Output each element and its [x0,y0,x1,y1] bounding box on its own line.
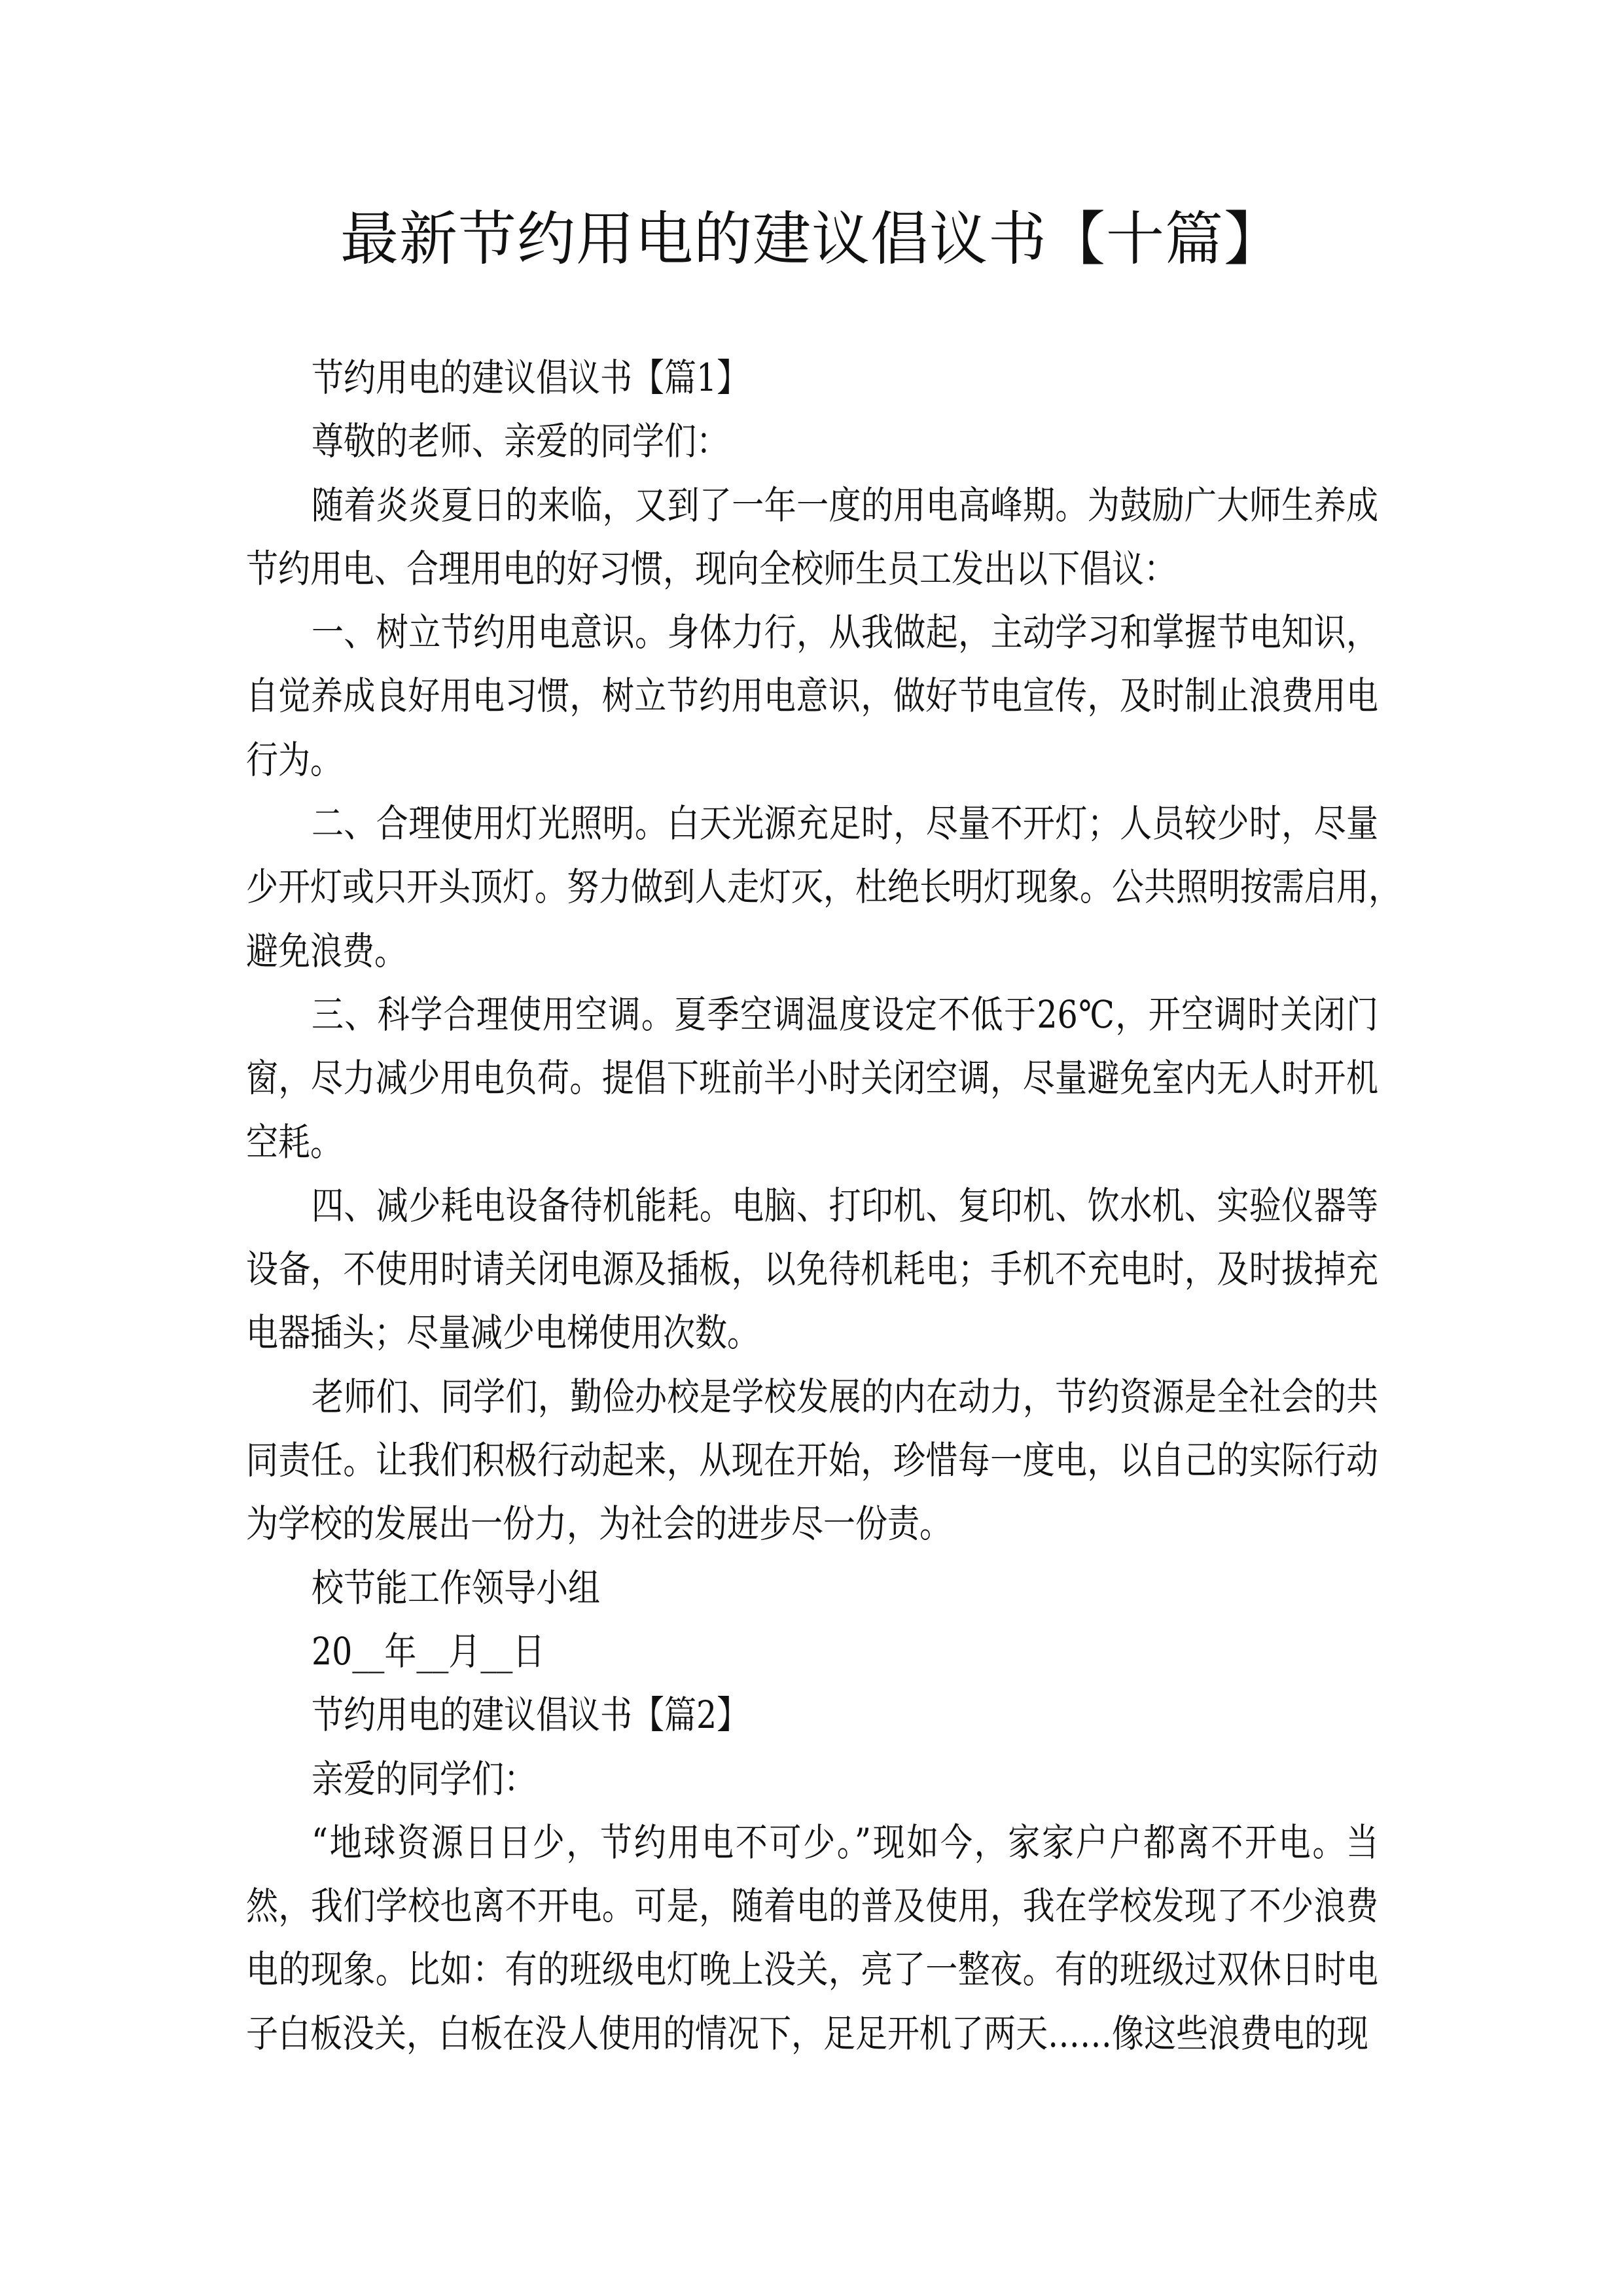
paragraph-line: 节约用电、合理用电的好习惯，现向全校师生员工发出以下倡议： [246,547,1177,591]
paragraph [246,1748,1378,1811]
paragraph [246,474,1378,601]
paragraph [246,1811,1378,2066]
paragraph-line: 窗，尽力减少用电负荷。提倡下班前半小时关闭空调，尽量避免室内无人时开机 [246,1056,1378,1101]
paragraph-line: 为学校的发展出一份力，为社会的进步尽一份责。 [246,1502,952,1547]
paragraph [246,410,1378,473]
document-title: 最新节约用电的建议倡议书【十篇】 [340,205,1283,273]
paragraph-line: 尊敬的老师、亲爱的同学们： [312,420,729,464]
paragraph-line: 空耗。 [246,1120,343,1164]
paragraph-line: 设备，不使用时请关闭电源及插板，以免待机耗电；手机不充电时，及时拔掉充 [246,1247,1378,1292]
paragraph-line: 亲爱的同学们： [312,1757,537,1801]
paragraph-line: 校节能工作领导小组 [312,1566,601,1610]
paragraph-line: 电的现象。比如：有的班级电灯晚上没关，亮了一整夜。有的班级过双休日时电 [246,1948,1378,1992]
paragraph-line: 随着炎炎夏日的来临，又到了一年一度的用电高峰期。为鼓励广大师生养成 [312,483,1378,528]
paragraph [246,1174,1378,1365]
paragraph-line: 节约用电的建议倡议书【篇2】 [312,1693,749,1738]
paragraph [246,1620,1378,1683]
paragraph [246,1683,1378,1747]
paragraph [246,792,1401,983]
paragraph-line: 少开灯或只开头顶灯。努力做到人走灯灭，杜绝长明灯现象。公共照明按需启用， [246,865,1401,910]
paragraph-line: 节约用电的建议倡议书【篇1】 [312,355,749,401]
paragraph-line: 20__年__月__日 [312,1629,545,1674]
paragraph-line: 电器插头；尽量减少电梯使用次数。 [246,1311,760,1355]
paragraph [246,1556,1378,1620]
paragraph-line: 二、合理使用灯光照明。白天光源充足时，尽量不开灯；人员较少时，尽量 [312,801,1378,846]
paragraph-line: “地球资源日日少，节约用电不可少。”现如今，家家户户都离不开电。当 [312,1820,1378,1865]
paragraph-line: 同责任。让我们积极行动起来，从现在开始，珍惜每一度电，以自己的实际行动 [246,1438,1378,1483]
document-body [246,346,1401,2066]
paragraph-line: 行为。 [246,738,343,782]
paragraph-line: 一、树立节约用电意识。身体力行，从我做起，主动学习和掌握节电知识， [312,611,1378,655]
paragraph [246,983,1378,1174]
paragraph [246,601,1378,792]
paragraph-line: 子白板没关，白板在没人使用的情况下，足足开机了两天……像这些浪费电的现 [246,2011,1369,2056]
paragraph-line: 三、科学合理使用空调。夏季空调温度设定不低于26℃，开空调时关闭门 [312,992,1378,1037]
paragraph-line: 四、减少耗电设备待机能耗。电脑、打印机、复印机、饮水机、实验仪器等 [312,1183,1378,1228]
paragraph-line: 老师们、同学们，勤俭办校是学校发展的内在动力，节约资源是全社会的共 [312,1374,1378,1419]
paragraph [246,346,1378,410]
paragraph-line: 避免浪费。 [246,929,407,973]
paragraph-line: 自觉养成良好用电习惯，树立节约用电意识，做好节电宣传，及时制止浪费用电 [246,674,1378,719]
paragraph-line: 然，我们学校也离不开电。可是，随着电的普及使用，我在学校发现了不少浪费 [246,1884,1378,1929]
paragraph [246,1365,1378,1556]
